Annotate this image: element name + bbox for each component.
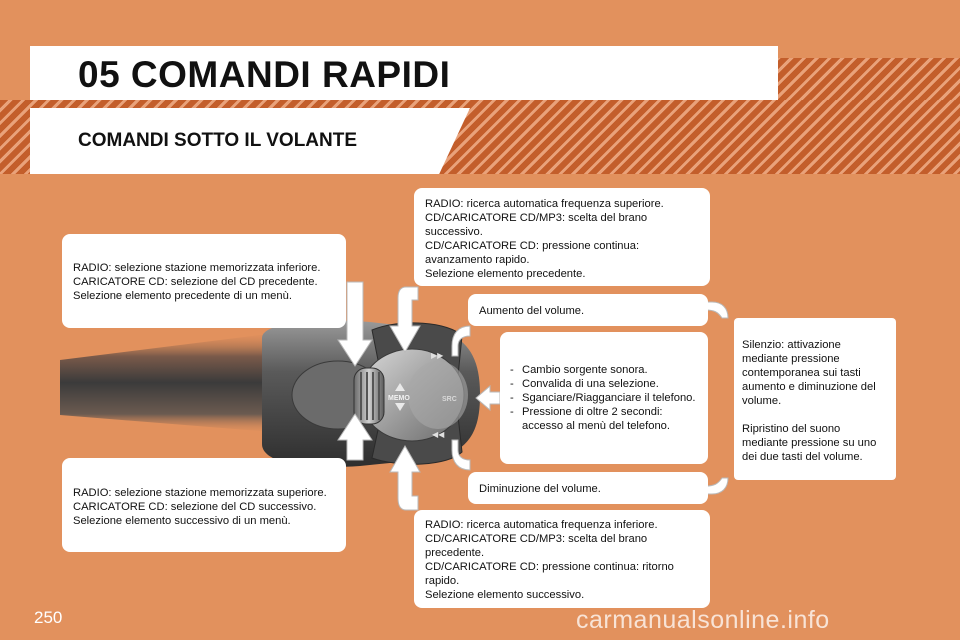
callout-top-right [414, 188, 710, 286]
callout-line: Diminuzione del volume. [479, 483, 601, 495]
src-functions-list [508, 363, 708, 419]
callout-line: RADIO: ricerca automatica frequenza superiore. [425, 198, 664, 210]
callout-line: Selezione elemento successivo. [425, 589, 585, 601]
callout-left-top [62, 234, 346, 328]
list-item: - Sganciare/Riagganciare il telefono. [508, 391, 708, 405]
callout-line: CD/CARICATORE CD: pressione continua: ritorno [425, 561, 674, 573]
callout-line: Selezione elemento precedente. [425, 268, 586, 280]
callout-line: Aumento del volume. [479, 305, 585, 317]
memo-label: MEMO [388, 395, 410, 402]
callout-line: dei due tasti del volume. [742, 451, 863, 463]
callout-src [500, 332, 708, 464]
callout-line: Ripristino del suono [742, 423, 841, 435]
callout-line: accesso al menù del telefono. [522, 420, 671, 432]
back-icon: ◀◀ [432, 430, 445, 439]
callout-line: contemporanea sui tasti [742, 367, 861, 379]
callout-volume-down [468, 472, 708, 504]
callout-line: aumento e diminuzione del [742, 381, 876, 393]
callout-line: CARICATORE CD: selezione del CD precedente. [73, 276, 318, 288]
section-title: COMANDI SOTTO IL VOLANTE [78, 130, 358, 151]
page-number: 250 [34, 608, 63, 627]
callout-line: mediante pressione [742, 353, 840, 365]
arrow-mute-down-icon [706, 478, 728, 494]
callout-line: Selezione elemento successivo di un menù. [73, 515, 291, 527]
callout-mute [734, 318, 896, 480]
list-item: - Cambio sorgente sonora. [508, 363, 708, 377]
callout-line: CD/CARICATORE CD/MP3: scelta del brano [425, 212, 648, 224]
callout-line: CD/CARICATORE CD: pressione continua: [425, 240, 640, 252]
callout-line: mediante pressione su uno [742, 437, 877, 449]
callout-bottom-right [414, 510, 710, 608]
watermark: carmanualsonline.info [576, 606, 830, 634]
src-label: SRC [442, 396, 457, 403]
callout-volume-up [468, 294, 708, 326]
forward-icon: ▶▶ [431, 351, 444, 360]
callout-line: rapido. [425, 575, 460, 587]
arrow-mute-up-icon [706, 302, 728, 318]
callout-line: RADIO: ricerca automatica frequenza inferiore. [425, 519, 658, 531]
callout-line: Selezione elemento precedente di un menù. [73, 290, 292, 302]
spacer [742, 408, 896, 422]
list-item: - Convalida di una selezione. [508, 377, 708, 391]
callout-line: RADIO: selezione stazione memorizzata inferiore. [73, 262, 321, 274]
callout-left-bottom [62, 458, 346, 552]
callout-line: avanzamento rapido. [425, 254, 530, 266]
callout-line: Silenzio: attivazione [742, 339, 841, 351]
callout-line: volume. [742, 395, 782, 407]
callout-line: CARICATORE CD: selezione del CD successivo. [73, 501, 317, 513]
page-title: 05 COMANDI RAPIDI [78, 54, 451, 95]
callout-line: successivo. [425, 226, 483, 238]
callout-line: CD/CARICATORE CD/MP3: scelta del brano [425, 533, 648, 545]
callout-line: precedente. [425, 547, 485, 559]
callout-line: RADIO: selezione stazione memorizzata superiore. [73, 487, 327, 499]
list-item: - Pressione di oltre 2 secondi: [508, 405, 708, 419]
